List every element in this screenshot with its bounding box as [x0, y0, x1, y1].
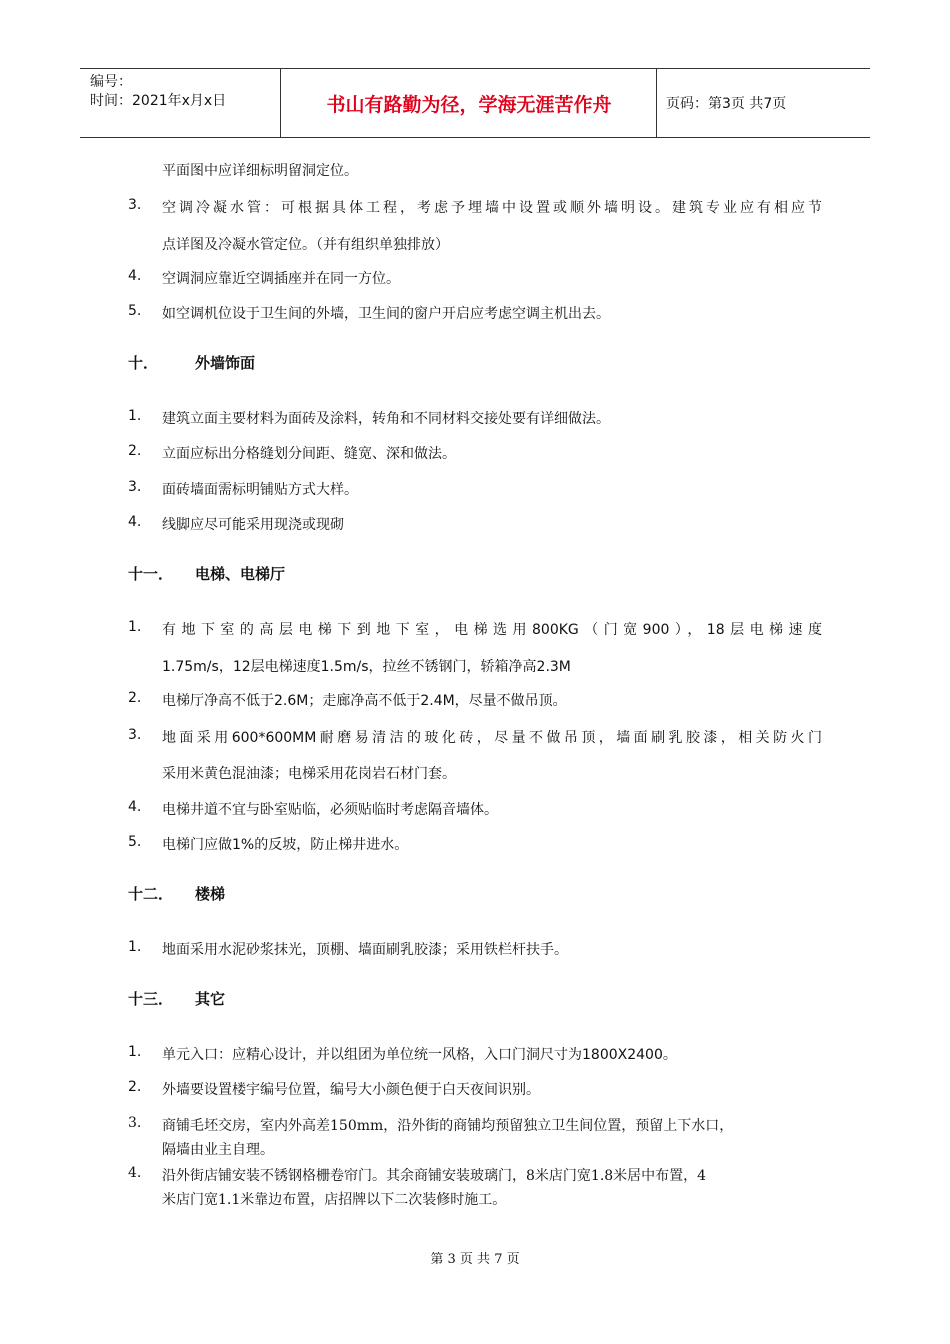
time-label: 时间：2021年x月x日: [90, 93, 227, 109]
item-text: 如空调机位设于卫生间的外墙，卫生间的窗户开启应考虑空调主机出去。: [162, 306, 610, 322]
item-text: 有地下室的高层电梯下到地下室，电梯选用800KG（门宽900），18层电梯速度: [162, 622, 822, 638]
item-number: 4.: [128, 799, 142, 815]
page-header: [80, 68, 870, 138]
section-title: 其它: [195, 990, 226, 1008]
section-number: 十．: [128, 354, 159, 372]
item-text: 米店门宽1.1米靠边布置，店招牌以下二次装修时施工。: [162, 1192, 507, 1208]
header-divider: [656, 69, 657, 137]
item-number: 1.: [128, 1044, 142, 1060]
item-text: 建筑立面主要材料为面砖及涂料，转角和不同材料交接处要有详细做法。: [162, 411, 610, 427]
item-text: 地面采用水泥砂浆抹光，顶棚、墙面刷乳胶漆；采用铁栏杆扶手。: [162, 942, 568, 958]
header-divider: [280, 69, 281, 137]
header-meta: [90, 73, 226, 111]
header-motto: 书山有路勤为径，学海无涯苦作舟: [326, 93, 612, 116]
item-text: 采用米黄色混油漆；电梯采用花岗岩石材门套。: [162, 766, 456, 782]
item-text: 外墙要设置楼宇编号位置，编号大小颜色便于白天夜间识别。: [162, 1082, 540, 1098]
item-number: 4.: [128, 1165, 142, 1181]
section-title: 电梯、电梯厅: [195, 565, 286, 583]
item-text: 空调冷凝水管：可根据具体工程，考虑予埋墙中设置或顺外墙明设。建筑专业应有相应节: [162, 200, 822, 216]
item-number: 4.: [128, 268, 142, 284]
item-text: 电梯井道不宜与卧室贴临，必须贴临时考虑隔音墙体。: [162, 802, 498, 818]
item-text: 地面采用600*600MM耐磨易清洁的玻化砖，尽量不做吊顶，墙面刷乳胶漆，相关防火门: [162, 730, 822, 746]
paragraph-text: 平面图中应详细标明留洞定位。: [162, 163, 358, 179]
item-number: 5.: [128, 303, 142, 319]
item-text: 空调洞应靠近空调插座并在同一方位。: [162, 271, 400, 287]
item-text: 单元入口：应精心设计，并以组团为单位统一风格，入口门洞尺寸为1800X2400。: [162, 1047, 677, 1063]
item-text: 电梯门应做1%的反坡，防止梯井进水。: [162, 837, 409, 853]
item-number: 2.: [128, 690, 142, 706]
item-number: 3.: [128, 1115, 142, 1131]
item-text: 沿外街店铺安装不锈钢格栅卷帘门。其余商铺安装玻璃门，8米店门宽1.8米居中布置，4: [162, 1168, 707, 1184]
item-number: 3.: [128, 727, 142, 743]
item-number: 1.: [128, 619, 142, 635]
number-label: 编号：: [90, 74, 132, 90]
section-title: 外墙饰面: [195, 354, 256, 372]
section-number: 十一．: [128, 565, 174, 583]
item-text: 点详图及冷凝水管定位。（并有组织单独排放）: [162, 237, 449, 253]
item-text: 商铺毛坯交房，室内外高差150mm，沿外街的商铺均预留独立卫生间位置，预留上下水口，: [162, 1118, 734, 1134]
item-number: 2.: [128, 1079, 142, 1095]
section-number: 十三．: [128, 990, 174, 1008]
section-number: 十二．: [128, 885, 174, 903]
page-footer: 第 3 页 共 7 页: [430, 1252, 520, 1267]
item-number: 3.: [128, 479, 142, 495]
item-number: 1.: [128, 939, 142, 955]
item-number: 1.: [128, 408, 142, 424]
item-text: 电梯厅净高不低于2.6M；走廊净高不低于2.4M，尽量不做吊顶。: [162, 693, 567, 709]
item-text: 线脚应尽可能采用现浇或现砌: [162, 517, 344, 533]
item-number: 5.: [128, 834, 142, 850]
item-text: 面砖墙面需标明铺贴方式大样。: [162, 482, 358, 498]
item-text: 1.75m/s，12层电梯速度1.5m/s，拉丝不锈钢门，轿箱净高2.3M: [162, 659, 571, 675]
section-title: 楼梯: [195, 885, 226, 903]
item-text: 立面应标出分格缝划分间距、缝宽、深和做法。: [162, 446, 456, 462]
item-number: 4.: [128, 514, 142, 530]
item-number: 3.: [128, 197, 142, 213]
page-indicator: 页码：第3页 共7页: [666, 96, 787, 112]
item-text: 隔墙由业主自理。: [162, 1142, 274, 1158]
item-number: 2.: [128, 443, 142, 459]
